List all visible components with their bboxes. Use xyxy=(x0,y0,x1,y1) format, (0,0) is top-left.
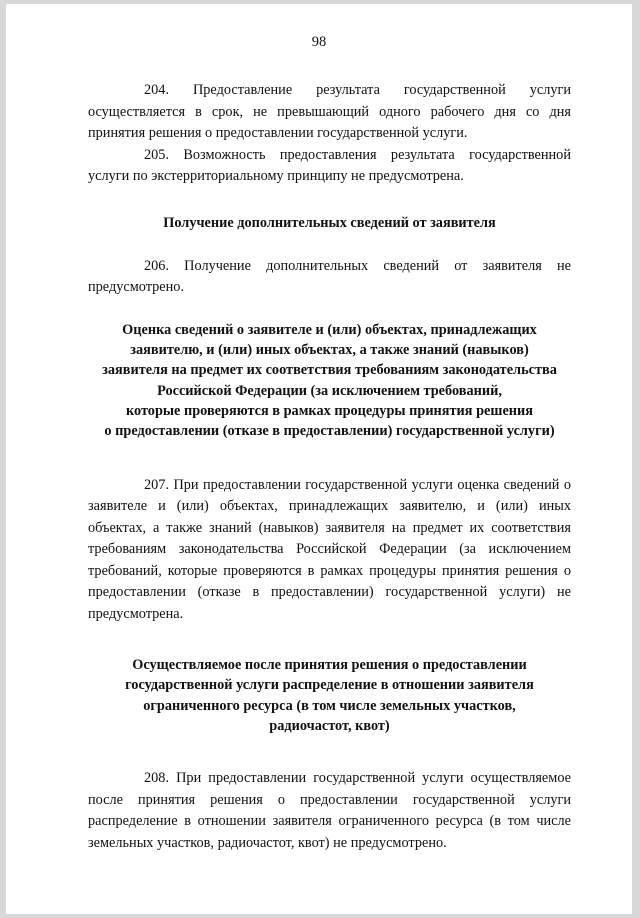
heading-line: государственной услуги распределение в отношении заявителя xyxy=(125,677,534,694)
paragraph-206: 206. Получение дополнительных сведений от заявителя не предусмотрено. xyxy=(88,257,571,296)
heading-line: Осуществляемое после принятия решения о предоставлении xyxy=(132,657,527,674)
heading-line: ограниченного ресурса (в том числе земельных участков, xyxy=(143,697,516,714)
heading-line: заявителю, и (или) иных объектах, а также знаний (навыков) xyxy=(130,342,529,359)
paragraph-208: 208. При предоставлении государственной услуги осуществляемое после принятия решения о предоставлении государственной услуги распределение в отношении заявителя ограниченного ресурса (в том числе земельных участков, радиочастот, квот) не предусмотрено. xyxy=(88,770,571,851)
heading-line: о предоставлении (отказе в предоставлении) государственной услуги) xyxy=(104,423,555,440)
heading-line: заявителя на предмет их соответствия требованиям законодательства xyxy=(102,362,557,379)
section-heading-resource-distribution xyxy=(88,655,571,736)
paragraph-205: 205. Возможность предоставления результата государственной услуги по экстерриториальному принципу не предусмотрена. xyxy=(88,146,571,184)
heading-line: Оценка сведений о заявителе и (или) объектах, принадлежащих xyxy=(122,321,537,338)
section-heading-additional-info: Получение дополнительных сведений от заявителя xyxy=(163,214,496,231)
document-page xyxy=(6,4,632,914)
document-body xyxy=(88,80,571,854)
paragraph-207: 207. При предоставлении государственной услуги оценка сведений о заявителе и (или) объектах, принадлежащих заявителю, и (или) иных объектах, а также знаний (навыков) заявителя на предмет их соответствия требованиям законодательства Российской Федерации (за исключением требований, которые проверяются в рамках процедуры принятия решения о предоставлении (отказе в предоставлении) государственной услуги) не предусмотрена. xyxy=(88,476,571,622)
page-number: 98 xyxy=(311,34,327,50)
heading-line: Российской Федерации (за исключением требований, xyxy=(157,382,502,399)
paragraph-204: 204. Предоставление результата государственной услуги осуществляется в срок, не превышающий одного рабочего дня со дня принятия решения о предоставлении государственной услуги. xyxy=(88,82,571,141)
section-heading-applicant-assessment xyxy=(88,320,571,442)
heading-line: которые проверяются в рамках процедуры принятия решения xyxy=(125,402,534,419)
heading-line: радиочастот, квот) xyxy=(269,717,390,734)
